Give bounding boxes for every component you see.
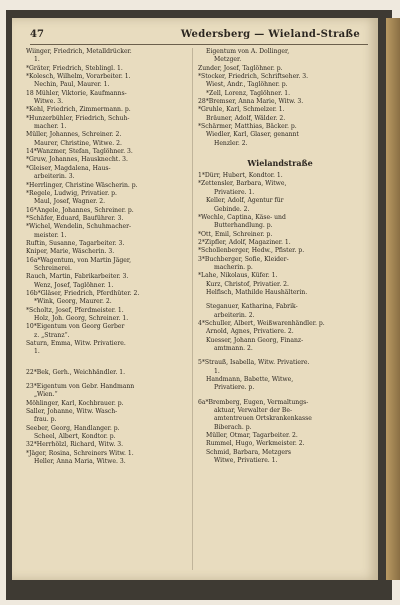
left-column [26,48,188,574]
directory-entry-line: Müller, Otmar, Tagarbeiter. 2. [206,432,298,440]
column-divider [192,48,193,570]
directory-entry-line: 32*Herrhölzl, Richard, Witw. 3. [26,441,124,449]
directory-entry-line: *Wechle, Captina, Käse- und [198,213,286,221]
directory-entry-line: *Zettensler, Barbara, Witwe, [198,180,287,188]
directory-entry-line: *Gräter, Friedrich, Steblingl. 1. [26,64,123,72]
directory-entry-line: Helfisch, Mathilde Haushälterin. [206,288,308,296]
directory-entry-line: 16a*Wagentum, von Martin Jäger, [26,256,132,264]
directory-entry-line: macherin. p. [214,263,253,271]
directory-entry-line: 16b*Gläser, Friedrich, Pferdhüter. 2. [26,289,140,297]
directory-entry-line: Schreinerei. [34,264,72,272]
directory-entry-line: Wenz, Josef, Taglöhner. 1. [34,281,114,289]
directory-entry-line: Kurz, Christof, Privatier. 2. [206,280,289,288]
directory-entry-line: *Wink, Georg, Maurer. 2. [34,298,112,306]
directory-entry-line: Privatiere. 1. [214,188,255,196]
page-title: Wedersberg — Wieland-Straße [180,29,360,40]
directory-entry-line: Bräuner, Adolf, Wälder. 2. [206,114,286,122]
directory-entry-line: *Gruhle, Karl, Schmelzer. 1. [198,106,285,114]
right-column [198,48,362,574]
directory-entry-line: Nechin, Paul, Maurer. 1. [34,81,110,89]
directory-entry-line: 10*Eigentum von Georg Gerber [26,323,125,331]
directory-entry-line: Saller, Johanne, Witw. Wasch- [26,408,118,416]
book-page-edge [386,18,400,580]
directory-entry-line: Biberach. p. [214,423,252,431]
directory-entry-line: Arnold, Agnes, Privatiere. 2. [206,328,294,336]
directory-entry-line: 1. [34,348,40,356]
directory-entry-line: frau. p. [34,416,57,424]
directory-entry-line: Maurer, Christine, Witwe. 2. [34,139,122,147]
directory-entry-line: *Gruw, Johannes, Hausknecht. 3. [26,156,128,164]
directory-entry-line: Wiinger, Friedrich, Metalldrücker. [26,48,132,55]
directory-entry-line: Kuesser, Johann Georg, Finanz- [206,336,304,344]
directory-entry-line: 1. [214,367,220,375]
directory-entry-line: Rummel, Hugo, Werkmeister. 2. [206,440,305,448]
directory-entry-line: *Stocker, Friedrich, Schriftseher. 3. [198,73,309,81]
directory-entry-line: Eigentum von A. Dollinger, [206,48,290,55]
directory-entry-line: *Kolesch, Wilhelm, Vorarbeiter. 1. [26,73,131,81]
directory-entry-line: Ruftin, Susanne, Tagarbeiter. 3. [26,239,125,247]
directory-entry-line: *Zell, Lorenz, Taglöhner. 1. [206,89,291,97]
directory-entry-line: Heller, Anna Maria, Witwe. 3. [34,458,126,466]
directory-entry-line: *Gleiser, Magdalena, Haus- [26,164,111,172]
directory-entry-line: 1. [34,56,40,64]
directory-entry-line: 6a*Bremberg, Eugen, Vermaltungs- [198,398,309,406]
directory-entry-line: *Herrlinger, Christine Wäscherin. p. [26,181,138,189]
directory-entry-line: Müller, Johannes, Schreiner. 2. [26,131,122,139]
directory-entry-line: *Jäger, Rosina, Schreiners Witw. 1. [26,449,134,457]
directory-entry-line: z. „Stranz“. [34,331,70,339]
directory-entry-line: Handmann, Babette, Witwe, [206,376,294,384]
directory-entry-line: Witwe. 3. [34,98,64,106]
directory-entry-line: arbeiterin. 2. [214,311,255,319]
directory-entry-line: amtmann. 2. [214,345,253,352]
directory-entry-line: *Ott, Emil, Schreiner. p. [198,230,273,238]
directory-entry-line: Holz, Joh. Georg, Schreiner. 1. [34,315,129,322]
directory-entry-line: macher. 1. [34,123,67,131]
directory-entry-line: Steganuer, Katharina, Fabrik- [206,303,298,311]
directory-entry-line: Gebinde. 2. [214,205,250,213]
directory-entry-line: Maul, Josef, Wagner. 2. [34,198,106,206]
directory-entry-line: *Scholtz, Josef, Pferdmeister. 1. [26,306,124,314]
directory-entry-line: aktuar, Verwalter der Be- [214,407,293,415]
directory-entry-line: Scheel, Albert, Kondtor. p. [34,433,116,441]
directory-entry-line: Butterhandlung. p. [214,222,273,230]
directory-entry-line: *Hunzerbühler, Friedrich, Schuh- [26,114,130,122]
directory-entry-line: *Kehl, Friedrich, Zimmermann. p. [26,106,131,114]
directory-entry-line: Keller, Adolf, Agentur für [206,197,284,205]
directory-entry-line: Privatiere. p. [214,384,255,392]
directory-entry-line: meister. 1. [34,231,67,239]
directory-entry-line: *Schäfer, Eduard, Bauführer. 3. [26,214,124,222]
directory-entry-line: *Schollenberger, Hedw., Pfister. p. [198,247,305,255]
directory-entry-line: Zunder, Josef, Taglöhner. p. [198,64,283,72]
section-heading: Wielandstraße [247,158,313,169]
directory-entry-line: 2*Zipfler, Adolf, Magaziner. 1. [198,238,291,246]
directory-entry-line: arbeiterin. 3. [34,173,75,181]
directory-entry-line: 1*Dürr, Hubert, Kondtor. 1. [198,172,283,180]
directory-entry-line: Metzger. [214,56,242,64]
directory-entry-line: 4*Schuller, Albert, Weißwarenhändler. p. [198,319,325,327]
directory-entry-line: 3*Buchberger, Sofie, Kleider- [198,255,289,263]
directory-entry-line: *Wichel, Wendelin, Schuhmacher- [26,223,132,231]
directory-entry-line: 23*Eigentum von Gebr. Handmann [26,383,135,391]
directory-entry-line: Schmid, Barbara, Metzgers [206,448,292,456]
directory-entry-line: Seeber, Georg, Handlanger. p. [26,424,120,432]
directory-entry-line: Rauch, Martin, Fabrikarbeiter. 3. [26,273,129,281]
directory-entry-line: Henzler. 2. [214,139,248,147]
directory-page [12,18,378,580]
directory-entry-line: Witwe, Privatiere. 1. [214,457,278,465]
directory-entry-line: *Lahe, Nikolaus, Küfer. 1. [198,272,278,280]
page-header [30,28,368,45]
directory-entry-line: 18 Mühler, Viktorie, Kaufmanns- [26,89,127,97]
directory-entry-line: Kniper, Marie, Wäscherin. 3. [26,248,115,256]
directory-entry-line: *Schärmer, Matthias, Bäcker. p. [198,123,297,131]
directory-entry-line: Wiest, Andr., Taglöhner. p. [206,81,288,89]
directory-entry-line: *Regele, Ludwig, Privatier. p. [26,189,117,197]
directory-entry-line: Saturn, Emma, Witw. Privatiere. [26,340,126,348]
directory-entry-line: 5*Strauß, Isabella, Witw. Privatiere. [198,359,310,367]
page-number: 47 [30,29,44,40]
directory-entry-line: 14*Wanzmer, Stefan, Taglöhner. 3. [26,148,133,156]
spacer [198,148,362,154]
directory-entry-line: 22*Bek, Gerh., Weichhändler. 1. [26,368,126,376]
directory-entry-line: „Wien.“ [34,391,58,399]
directory-entry-line: Möhlinger, Karl, Kochbrauer. p. [26,399,124,407]
directory-entry-line: 28*Bremser, Anna Marie, Witw. 3. [198,98,304,106]
directory-entry-line: amtentreuen Ortskrankenkasse [214,415,312,423]
directory-entry-line: Wiedler, Karl, Glaser, genannt [206,131,299,139]
directory-entry-line: 16*Angele, Johannes, Schreiner. p. [26,206,134,214]
